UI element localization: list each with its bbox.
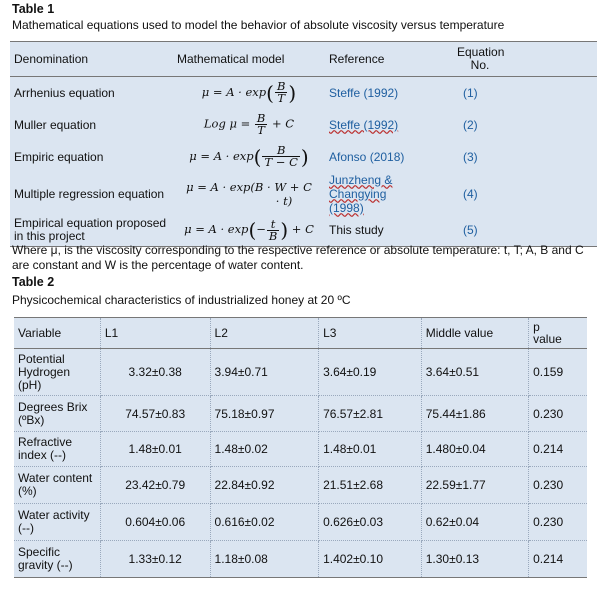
p-value-cell: 0.230	[529, 504, 587, 541]
table1-footnote: Where μ, is the viscosity corresponding to the respective reference or absolute temperature: t, T; A, B and C are constant and W is the percentage of water content.	[12, 243, 584, 272]
header-reference: Reference	[325, 42, 453, 77]
header-mathematical-model: Mathematical model	[173, 42, 325, 77]
reference-link[interactable]	[325, 173, 453, 215]
middle-value-cell: 75.44±1.86	[421, 396, 528, 432]
reference-link[interactable]: Afonso (2018)	[329, 149, 405, 164]
variable-cell: Water content (%)	[14, 467, 100, 504]
p-value-cell: 0.214	[529, 432, 587, 467]
denomination-cell: Multiple regression equation	[14, 186, 165, 201]
l3-cell: 3.64±0.19	[319, 349, 422, 396]
physicochemical-table	[14, 317, 587, 578]
p-value-cell: 0.214	[529, 541, 587, 578]
equation-formula: μ = A · exp( $\frac{B}{T - C}$ )	[189, 143, 309, 169]
table-row	[10, 77, 597, 109]
table2-label: Table 2	[12, 275, 55, 289]
table-row	[14, 467, 587, 504]
reference-link[interactable]	[325, 109, 453, 141]
variable-cell: Degrees Brix (ºBx)	[14, 396, 100, 432]
equation-number: (3)	[463, 149, 478, 164]
denomination-cell: Empirical equation proposed in this project	[10, 215, 173, 247]
variable-cell: Refractive index (--)	[14, 432, 100, 467]
table-row	[14, 396, 587, 432]
header-variable: Variable	[14, 318, 100, 349]
l1-cell: 3.32±0.38	[100, 349, 210, 396]
reference-text: Junzheng & Changying (1998)	[329, 172, 393, 215]
variable-cell: Potential Hydrogen (pH)	[14, 349, 100, 396]
middle-value-cell: 0.62±0.04	[421, 504, 528, 541]
middle-value-cell: 22.59±1.77	[421, 467, 528, 504]
equation-formula: μ = A · exp(B · W + C · t)	[186, 179, 312, 208]
l1-cell: 1.48±0.01	[100, 432, 210, 467]
table-row	[14, 432, 587, 467]
denomination-cell: Empiric equation	[14, 149, 104, 164]
reference-link[interactable]: Steffe (1992)	[329, 85, 399, 100]
equations-table	[10, 41, 597, 247]
table2-caption: Physicochemical characteristics of industrialized honey at 20 ºC	[12, 293, 351, 307]
equation-number: (4)	[463, 186, 478, 201]
l3-cell: 1.48±0.01	[319, 432, 422, 467]
table-row	[14, 504, 587, 541]
l1-cell: 23.42±0.79	[100, 467, 210, 504]
p-value-cell: 0.230	[529, 467, 587, 504]
table-row	[10, 173, 597, 215]
l2-cell: 1.48±0.02	[210, 432, 319, 467]
header-middle-value: Middle value	[421, 318, 528, 349]
table2-header-row	[14, 318, 587, 349]
header-l1: L1	[100, 318, 210, 349]
table-row	[14, 349, 587, 396]
l2-cell: 0.616±0.02	[210, 504, 319, 541]
header-equation-no	[453, 42, 597, 77]
l2-cell: 22.84±0.92	[210, 467, 319, 504]
variable-cell: Specific gravity (--)	[14, 541, 100, 578]
p-value-cell: 0.230	[529, 396, 587, 432]
reference-text: Steffe (1992)	[329, 117, 399, 132]
middle-value-cell: 1.480±0.04	[421, 432, 528, 467]
equation-formula: μ = A · exp( $\frac{B}{T}$ )	[201, 79, 297, 106]
table1-label: Table 1	[12, 2, 55, 16]
table-row	[10, 215, 597, 247]
denomination-cell: Muller equation	[14, 117, 97, 132]
l2-cell: 3.94±0.71	[210, 349, 319, 396]
header-denomination: Denomination	[10, 42, 173, 77]
p-value-cell: 0.159	[529, 349, 587, 396]
header-equation-no-text: Equation No.	[457, 45, 505, 72]
l3-cell: 0.626±0.03	[319, 504, 422, 541]
table1-caption: Mathematical equations used to model the behavior of absolute viscosity versus temperature	[12, 18, 505, 32]
equation-number: (2)	[463, 117, 478, 132]
equation-number: (1)	[463, 85, 478, 100]
equation-formula: Log μ = $\frac{B}{T}$ + C	[203, 111, 295, 137]
l3-cell: 76.57±2.81	[319, 396, 422, 432]
header-p-value	[529, 318, 587, 349]
variable-cell: Water activity (--)	[14, 504, 100, 541]
middle-value-cell: 3.64±0.51	[421, 349, 528, 396]
l3-cell: 1.402±0.10	[319, 541, 422, 578]
l1-cell: 0.604±0.06	[100, 504, 210, 541]
denomination-cell: Arrhenius equation	[14, 85, 115, 100]
l3-cell: 21.51±2.68	[319, 467, 422, 504]
header-p-value-text: p value	[533, 320, 562, 346]
l2-cell: 1.18±0.08	[210, 541, 319, 578]
l1-cell: 74.57±0.83	[100, 396, 210, 432]
reference-text: This study	[325, 215, 453, 247]
header-l3: L3	[319, 318, 422, 349]
table-row	[10, 141, 597, 173]
table1-header-row	[10, 42, 597, 77]
table-row	[10, 109, 597, 141]
header-l2: L2	[210, 318, 319, 349]
table-row	[14, 541, 587, 578]
equation-formula: μ = A · exp(− $\frac{t}{B}$ ) + C	[173, 215, 325, 247]
equation-number: (5)	[453, 215, 597, 247]
l2-cell: 75.18±0.97	[210, 396, 319, 432]
middle-value-cell: 1.30±0.13	[421, 541, 528, 578]
l1-cell: 1.33±0.12	[100, 541, 210, 578]
